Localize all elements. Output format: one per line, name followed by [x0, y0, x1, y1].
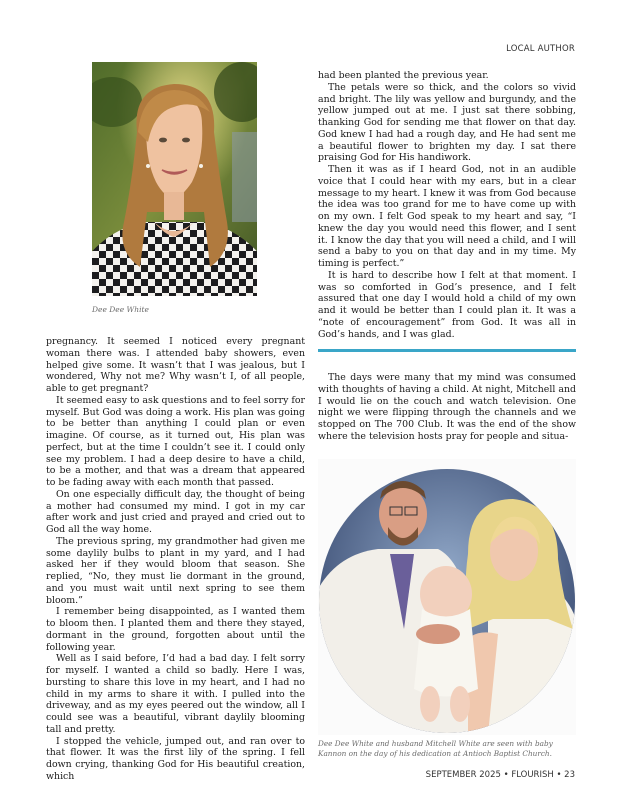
- article-column-left: [46, 336, 305, 783]
- paragraph: It is hard to describe how I felt at that moment. I was so comforted in God’s presence, and I felt assured that one day I would hold a child of my own and it would be better than I could plan it. It was a “note of encouragement” from God. It was all in God’s hands, and I was glad.: [318, 269, 576, 340]
- paragraph: The previous spring, my grandmother had given me some daylily bulbs to plant in my yard, and I had asked her if they would bloom that season. She replied, “No, they must lie dormant in the ground, and you must wait until next spring to see them bloom.”: [46, 535, 305, 606]
- portrait-illustration: [92, 62, 257, 296]
- family-photo: [318, 459, 576, 735]
- paragraph: On one especially difficult day, the thought of being a mother had consumed my mind. I got in my car after work and just cried and prayed and cried out to God all the way home.: [46, 488, 305, 535]
- paragraph: pregnancy. It seemed I noticed every pregnant woman there was. I attended baby showers, even helped give some. It wasn’t that I was jealous, but I wondered, Why not me? Why wasn’t I, of all people, able to get pregnant?: [46, 336, 305, 394]
- section-divider: [318, 349, 576, 352]
- paragraph: I stopped the vehicle, jumped out, and ran over to that flower. It was the first lily of the spring. I fell down crying, thanking God for His beautiful creation, which: [46, 735, 305, 782]
- article-column-right-top: [318, 70, 576, 340]
- section-label: LOCAL AUTHOR: [506, 44, 575, 54]
- author-portrait: [92, 62, 257, 296]
- portrait-caption: Dee Dee White: [92, 305, 149, 314]
- paragraph: Well as I said before, I’d had a bad day. I felt sorry for myself. I wanted a child so badly. Here I was, bursting to share this love in my heart, and I had no child in my arms to share it with. I pulled into the driveway, and as my eyes peered out the window, all I could see was a beautiful, vibrant daylily blooming tall and pretty.: [46, 653, 305, 735]
- paragraph: The petals were so thick, and the colors so vivid and bright. The lily was yellow and burgundy, and the yellow jumped out at me. I just sat there sobbing, thanking God for sending me that flower on that day. God knew I had had a rough day, and He had sent me a beautiful flower to brighten my day. I sat there praising God for His handiwork.: [318, 81, 576, 164]
- paragraph: I remember being disappointed, as I wanted them to bloom then. I planted them and there they stayed, dormant in the ground, forgotten about until the following year.: [46, 606, 305, 653]
- paragraph: Then it was as if I heard God, not in an audible voice that I could hear with my ears, but in a clear message to my heart. I knew it was from God because the idea was too grand for me to have come up with on my own. I felt God speak to my heart and say, “I knew the day you would need this flower, and I sent it. I know the day that you will need a child, and I will send a baby to you on that day and in my time. My timing is perfect.”: [318, 164, 576, 269]
- paragraph: had been planted the previous year.: [318, 70, 489, 81]
- paragraph: The days were many that my mind was consumed with thoughts of having a child. At night, Mitchell and I would lie on the couch and watch television. One night we were flipping through the channels and we stopped on The 700 Club. It was the end of the show where the television hosts pray for people and situa-: [318, 372, 576, 442]
- page-footer: SEPTEMBER 2025 • FLOURISH • 23: [425, 770, 575, 780]
- paragraph: It seemed easy to ask questions and to feel sorry for myself. But God was doing a work. His plan was going to be better than anything I could plan or even imagine. Of course, as it turned out, His plan was perfect, but at the time I couldn’t see it. I could only see my problem. I had a deep desire to have a child, to be a mother, and that was a dream that appeared to be fading away with each month that passed.: [46, 394, 305, 488]
- family-illustration: [318, 459, 576, 735]
- article-column-right-mid: [318, 372, 576, 443]
- family-photo-caption: Dee Dee White and husband Mitchell White are seen with baby Kannon on the day of his dedication at Antioch Baptist Church.: [318, 739, 553, 758]
